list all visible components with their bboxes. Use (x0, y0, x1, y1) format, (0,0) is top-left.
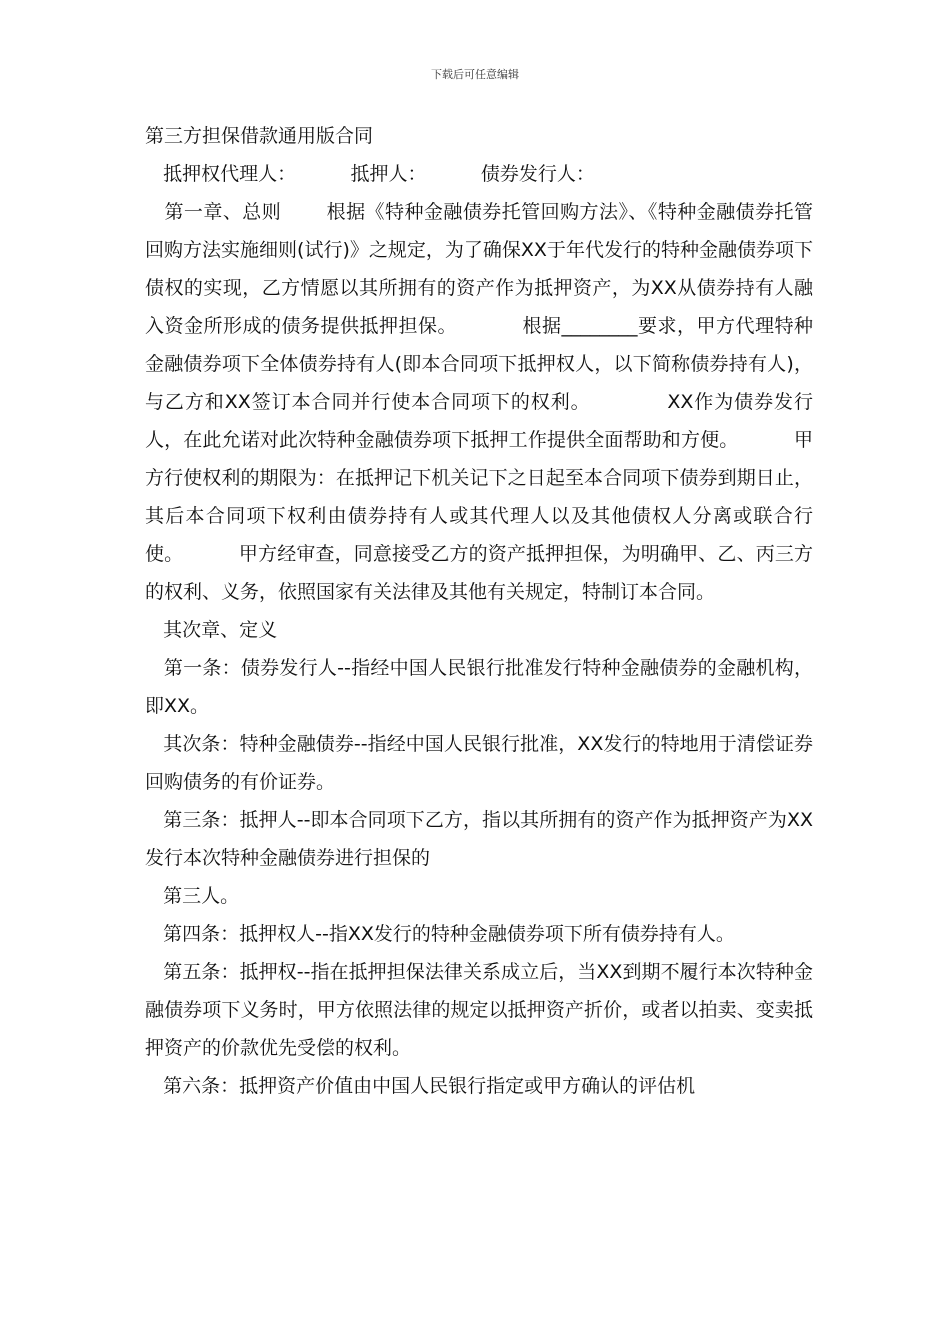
chapter-one-paragraph: 第一章、总则 根据《特种金融债券托管回购方法》、《特种金融债券托管回购方法实施细则(试行)》之规定，为了确保XX于年代发行的特种金融债券项下债权的实现，乙方情愿以其所拥有的资产作为抵押资产，为XX从债券持有人融入资金所形成的债务提供抵押担保。 根据________要求，甲方代理特种金融债券项下全体债券持有人(即本合同项下抵押权人，以下简称债券持有人)，与乙方和XX签订本合同并行使本合同项下的权利。 XX作为债券发行人，在此允诺对此次特种金融债券项下抵押工作提供全面帮助和方便。 甲方行使权利的期限为：在抵押记下机关记下之日起至本合同项下债券到期日止，其后本合同项下权利由债券持有人或其代理人以及其他债权人分离或联合行使。 甲方经审查，同意接受乙方的资产抵押担保，为明确甲、乙、丙三方的权利、义务，依照国家有关法律及其他有关规定，特制订本合同。 (145, 201, 813, 603)
article-four: 第四条：抵押权人--指XX发行的特种金融债券项下所有债券持有人。 (145, 923, 735, 945)
article-two: 其次条：特种金融债券--指经中国人民银行批准，XX发行的特地用于清偿证券回购债务的有价证券。 (145, 733, 813, 793)
header-note: 下载后可任意编辑 (431, 68, 519, 81)
document-title: 第三方担保借款通用版合同 (145, 125, 374, 147)
article-three: 第三条：抵押人--即本合同项下乙方，指以其所拥有的资产作为抵押资产为XX发行本次特种金融债券进行担保的 (145, 809, 813, 869)
article-three-continued: 第三人。 (145, 885, 240, 907)
article-six: 第六条：抵押资产价值由中国人民银行指定或甲方确认的评估机 (145, 1075, 696, 1097)
parties-line: 抵押权代理人： 抵押人： 债券发行人： (145, 163, 595, 185)
chapter-two-heading: 其次章、定义 (145, 619, 278, 641)
article-five: 第五条：抵押权--指在抵押担保法律关系成立后，当XX到期不履行本次特种金融债券项下义务时，甲方依照法律的规定以抵押资产折价，或者以拍卖、变卖抵押资产的价款优先受偿的权利。 (145, 961, 813, 1059)
article-one: 第一条：债券发行人--指经中国人民银行批准发行特种金融债券的金融机构，即XX。 (145, 657, 813, 717)
document-body (145, 120, 813, 1105)
